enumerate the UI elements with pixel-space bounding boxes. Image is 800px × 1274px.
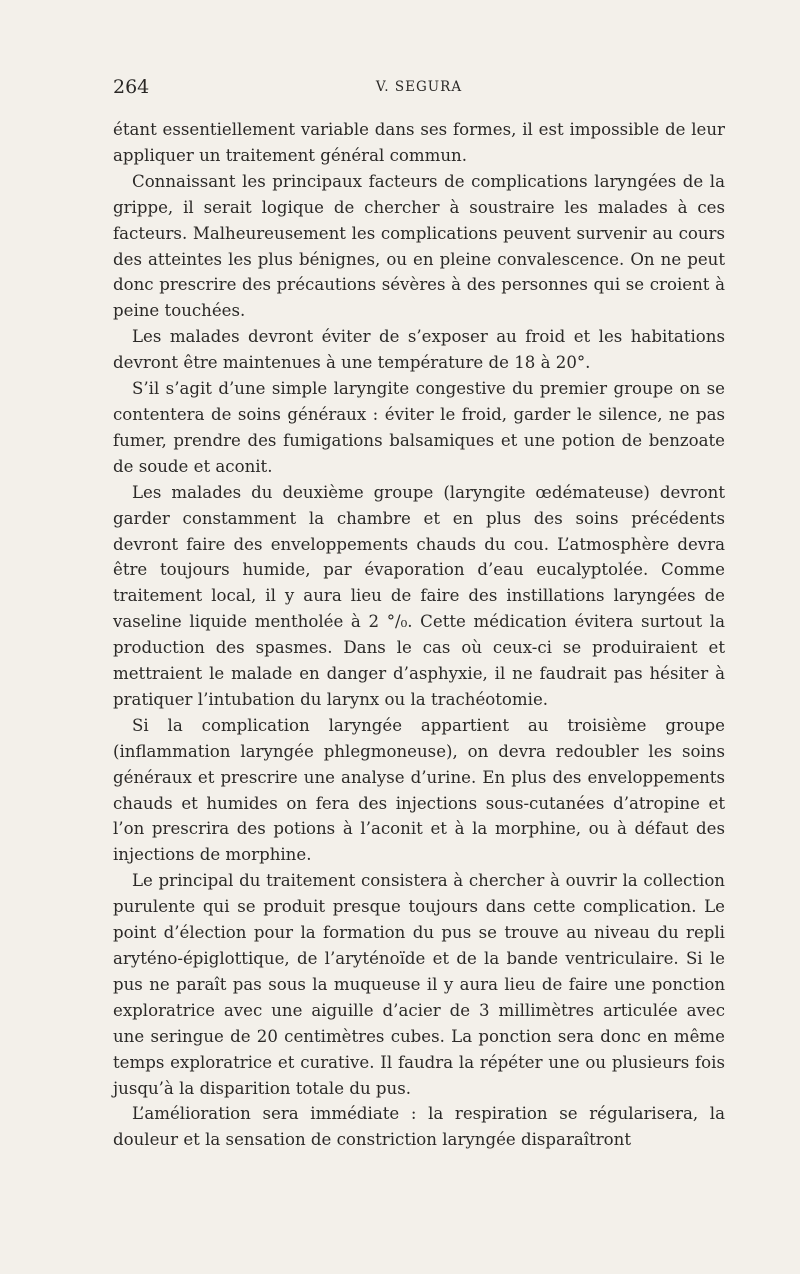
paragraph: étant essentiellement variable dans ses formes, il est impossible de leur appliquer un traitement général commun. <box>113 120 725 165</box>
page-number: 264 <box>113 76 150 98</box>
paragraph: Si la complication laryngée appartient au troisième groupe (inflammation laryngée phlegmoneuse), on devra redoubler les soins généraux et prescrire une analyse d’urine. En plus des enveloppements chauds et humides on fera des injections sous-cutanées d’atropine et l’on prescrira des potions à l’aconit et à la morphine, ou à défaut des injections de morphine. <box>113 715 725 865</box>
paragraph: Le principal du traitement consistera à chercher à ouvrir la collection purulente qui se produit presque toujours dans cette complication. Le point d’élection pour la formation du pus se trouve au niveau du repli aryténo-épiglottique, de l’aryténoïde et de la bande ventriculaire. Si le pus ne paraît pas sous la muqueuse il y aura lieu de faire une ponction exploratrice avec une aiguille d’acier de 3 millimètres articulée avec une seringue de 20 centimètres cubes. La ponction sera donc en même temps exploratrice et curative. Il faudra la répéter une ou plusieurs fois jusqu’à la disparition totale du pus. <box>113 871 725 1098</box>
paragraph: S’il s’agit d’une simple laryngite congestive du premier groupe on se contentera de soins généraux : éviter le froid, garder le silence, ne pas fumer, prendre des fumigations balsamiques et une potion de benzoate de soude et aconit. <box>113 379 725 476</box>
paragraph: Les malades du deuxième groupe (laryngite œdémateuse) devront garder constamment la chambre et en plus des soins précédents devront faire des enveloppements chauds du cou. L’atmosphère devra être toujours humide, par évaporation d’eau eucalyptolée. Comme traitement local, il y aura lieu de faire des instillations laryngées de vaseline liquide mentholée à 2 °/₀. Cette médication évitera surtout la production des spasmes. Dans le cas où ceux-ci se produiraient et mettraient le malade en danger d’asphyxie, il ne faudrait pas hésiter à pratiquer l’intubation du larynx ou la trachéotomie. <box>113 482 725 709</box>
body-text <box>113 117 725 1153</box>
page-header <box>113 76 725 100</box>
paragraph: Connaissant les principaux facteurs de complications laryngées de la grippe, il serait logique de chercher à soustraire les malades à ces facteurs. Malheureusement les complications peuvent survenir au cours des atteintes les plus bénignes, ou en pleine convalescence. On ne peut donc prescrire des précautions sévères à des personnes qui se croient à peine touchées. <box>113 171 725 321</box>
paragraph: L’amélioration sera immédiate : la respiration se régularisera, la douleur et la sensation de constriction laryngée disparaîtront <box>113 1104 725 1150</box>
paragraph: Les malades devront éviter de s’exposer au froid et les habitations devront être maintenues à une température de 18 à 20°. <box>113 327 725 373</box>
running-title: V. SEGURA <box>375 79 463 95</box>
